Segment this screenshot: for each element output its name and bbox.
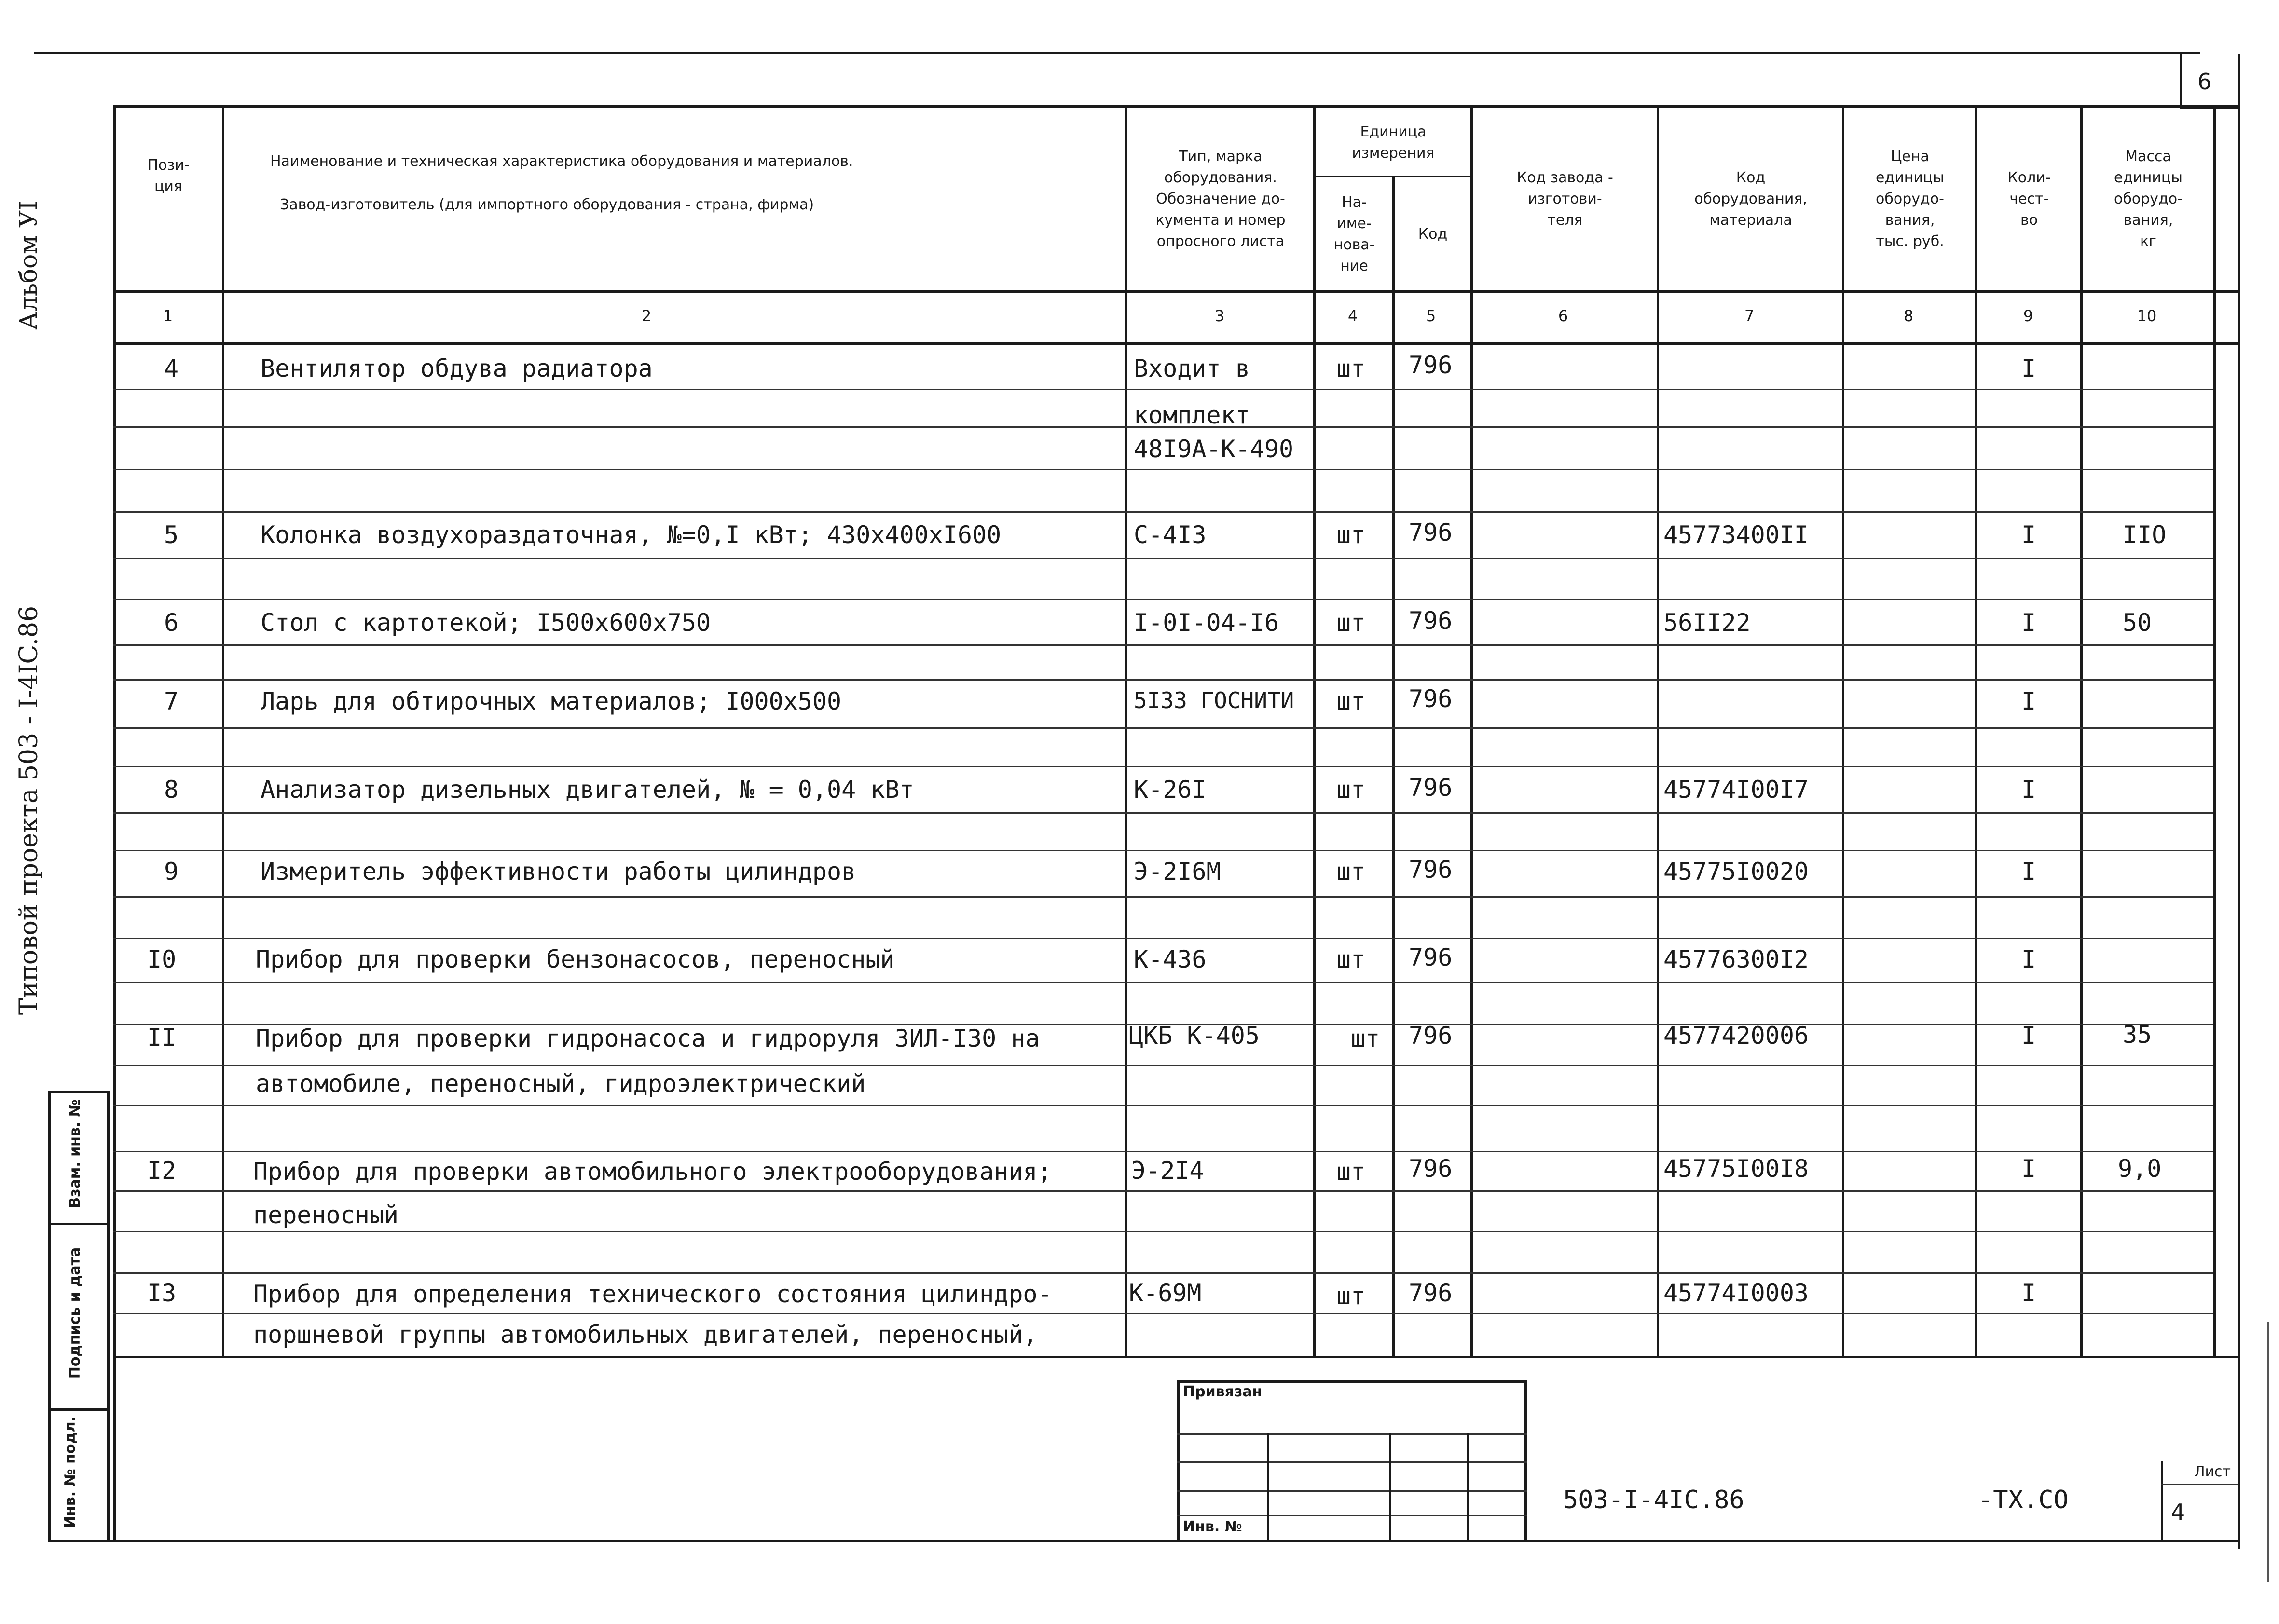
header-qty: Коли- чест- во [2007,169,2051,229]
row-13-name-1: Прибор для определения технического состояния цилиндро- [253,1280,1052,1308]
row-8-code: 796 [1409,774,1453,802]
row-11-code: 796 [1409,1022,1453,1050]
row-7-pos: 7 [164,687,179,715]
row-9-qty: I [2021,858,2036,886]
row-11-mass: 35 [2123,1021,2152,1049]
row-7-name: Ларь для обтирочных материалов; I000x500 [261,687,842,715]
stamp-inv-label: Инв. № подл. [62,1416,79,1528]
header-type: Тип, марка оборудования. Обозначение до- кумента и номер опросного листа [1155,148,1286,250]
row-12-code: 796 [1409,1155,1453,1183]
row-13-qty: I [2021,1279,2036,1307]
row-9-code: 796 [1409,856,1453,884]
row-10-name: Прибор для проверки бензонасосов, переносный [256,945,895,973]
row-11-pos: II [147,1024,177,1051]
row-8-name: Анализатор дизельных двигателей, № = 0,04 кВт [261,776,914,804]
row-8-qty: I [2021,776,2036,804]
row-9-name: Измеритель эффективности работы цилиндров [261,858,856,886]
side-project-label: Типовой проекта 503 - I-4IC.86 [14,605,43,1015]
doc-suffix: -TX.CO [1978,1486,2069,1515]
row-4-type-1: Входит в [1134,355,1250,382]
row-7-code: 796 [1409,685,1453,713]
row-6-qty: I [2021,609,2036,637]
row-6-name: Стол с картотекой; I500x600x750 [261,609,711,637]
row-8-equip-code: 45774I00I7 [1663,776,1809,804]
header-name-line2: Завод-изготовитель (для импортного оборудования - страна, фирма) [280,196,814,213]
row-10-type: К-436 [1134,945,1207,973]
row-12-mass: 9,0 [2118,1155,2162,1183]
row-5-type: С-4I3 [1134,521,1207,549]
row-13-unit: шт [1336,1282,1366,1310]
row-4-name: Вентилятор обдува радиатора [261,355,653,382]
header-equip-code: Код оборудования, материала [1694,169,1807,229]
colnum-bottom-border [113,342,2238,345]
row-6-code: 796 [1409,607,1453,635]
header-unit-code: Код [1418,226,1448,243]
sheet-bottom-border [48,1540,2240,1542]
sheet-corner-number: 6 [2197,68,2212,95]
colnum-10: 10 [2137,307,2157,325]
table-left-border [113,105,116,1542]
row-13-name-2: поршневой группы автомобильных двигателей, переносный, [253,1321,1038,1349]
colnum-5: 5 [1426,307,1436,325]
top-rule [34,52,2200,54]
header-bottom-border [113,290,2238,293]
row-8-type: К-26I [1134,776,1207,804]
list-label: Лист [2194,1463,2231,1480]
row-12-pos: I2 [147,1157,177,1185]
row-11-name-1: Прибор для проверки гидронасоса и гидроруля ЗИЛ-I30 на [256,1024,1040,1052]
row-13-pos: I3 [147,1279,177,1307]
colnum-8: 8 [1903,307,1914,325]
row-12-type: Э-2I4 [1131,1157,1204,1185]
row-10-equip-code: 45776300I2 [1663,945,1809,973]
row-10-unit: шт [1336,945,1366,973]
header-mass: Масса единицы оборудо- вания, кг [2114,148,2183,250]
row-7-unit: шт [1336,687,1366,715]
row-5-code: 796 [1409,519,1453,546]
row-9-equip-code: 45775I0020 [1663,858,1809,886]
row-6-pos: 6 [164,609,179,637]
header-unit-name: На- име- нова- ние [1333,194,1375,274]
row-11-equip-code: 4577420006 [1663,1022,1809,1050]
row-7-type: 5I33 ГОСНИТИ [1134,687,1294,713]
row-10-pos: I0 [147,945,177,973]
colnum-1: 1 [163,307,173,325]
row-9-type: Э-2I6M [1134,858,1221,886]
colnum-4: 4 [1347,307,1358,325]
sheet-corner-left [2180,54,2182,109]
row-13-equip-code: 45774I0003 [1663,1279,1809,1307]
row-5-qty: I [2021,521,2036,549]
row-11-qty: I [2021,1022,2036,1050]
colnum-3: 3 [1214,307,1225,325]
row-7-qty: I [2021,687,2036,715]
row-5-equip-code: 45773400II [1663,521,1809,549]
frame-right [2238,54,2240,1549]
doc-code: 503-I-4IC.86 [1563,1486,1744,1515]
row-6-unit: шт [1336,609,1366,637]
row-4-qty: I [2021,355,2036,382]
colnum-6: 6 [1558,307,1568,325]
list-number: 4 [2171,1499,2185,1525]
row-4-pos: 4 [164,355,179,382]
row-11-name-2: автомобиле, переносный, гидроэлектрический [256,1070,866,1098]
header-unit-group: Единица измерения [1352,123,1435,162]
row-10-code: 796 [1409,943,1453,971]
table-bottom-border [113,1356,2238,1358]
row-8-unit: шт [1336,776,1366,804]
row-5-pos: 5 [164,521,179,549]
row-5-mass: IIO [2123,521,2167,549]
row-12-name-1: Прибор для проверки автомобильного электрооборудования; [253,1158,1052,1186]
row-6-equip-code: 56II22 [1663,609,1751,637]
stamp-inv-no: Инв. № [1183,1518,1242,1535]
row-9-unit: шт [1336,858,1366,886]
row-9-pos: 9 [164,858,179,886]
row-10-qty: I [2021,945,2036,973]
row-6-mass: 50 [2123,609,2152,637]
row-13-type: К-69M [1129,1279,1202,1307]
row-13-code: 796 [1409,1279,1453,1307]
row-4-code: 796 [1409,351,1453,379]
header-name-line1: Наименование и техническая характеристика оборудования и материалов. [270,153,853,170]
side-album-label: Альбом УI [14,201,42,330]
stamp-privyazan: Привязан [1183,1383,1263,1400]
row-4-type-3: 48I9A-K-490 [1134,435,1294,463]
row-12-qty: I [2021,1155,2036,1183]
row-12-name-2: переносный [253,1201,399,1229]
header-plant-code: Код завода - изготови- теля [1517,169,1613,229]
row-5-name: Колонка воздухораздаточная, №=0,I кВт; 430x400xI600 [261,521,1002,549]
row-4-unit: шт [1336,355,1366,382]
row-8-pos: 8 [164,776,179,804]
row-11-type: ЦКБ К-405 [1129,1022,1260,1050]
colnum-9: 9 [2023,307,2033,325]
header-price: Цена единицы оборудо- вания, тыс. руб. [1876,148,1944,250]
row-5-unit: шт [1336,521,1366,549]
stamp-podpis-label: Подпись и дата [67,1247,83,1379]
row-12-unit: шт [1336,1158,1366,1186]
header-position: Пози- ция [147,157,190,195]
row-4-type-2: комплект [1134,401,1250,429]
stamp-vzam-label: Взам. инв. № [67,1099,83,1208]
table-top-border [113,105,2238,108]
row-11-unit: шт [1351,1024,1380,1052]
row-6-type: I-0I-04-I6 [1134,609,1279,637]
colnum-2: 2 [641,307,652,325]
colnum-7: 7 [1744,307,1755,325]
row-12-equip-code: 45775I00I8 [1663,1155,1809,1183]
